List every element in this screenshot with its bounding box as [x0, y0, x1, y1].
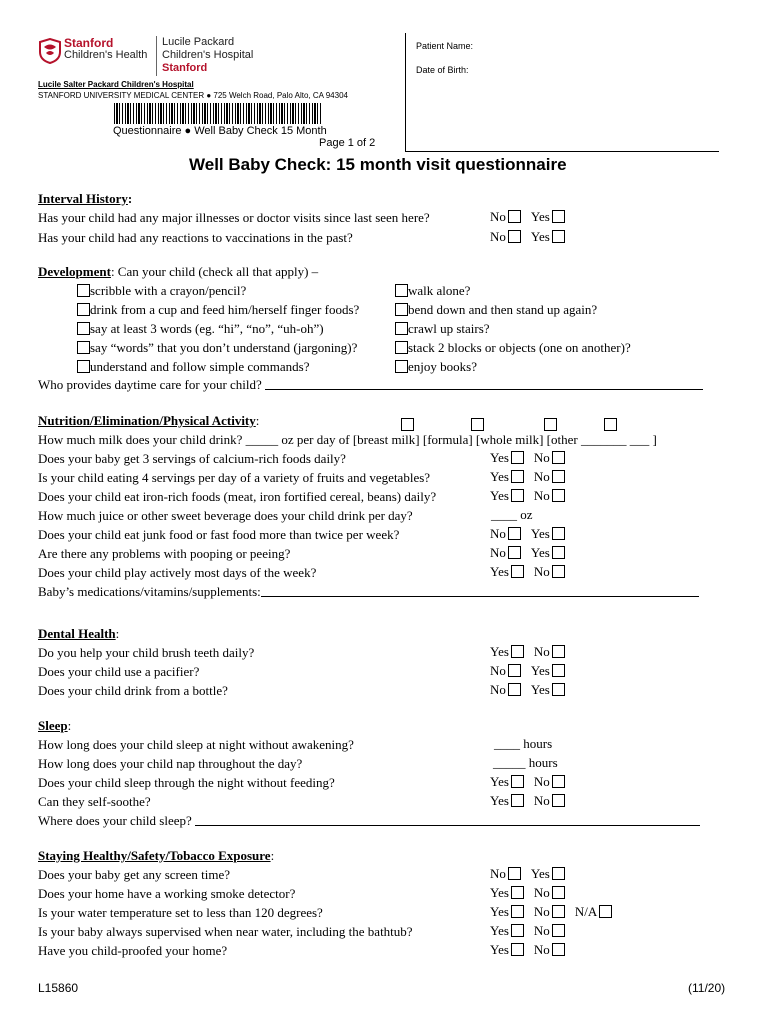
no-checkbox[interactable]: [552, 943, 565, 956]
dev-left-1: [77, 300, 359, 319]
form-code: L15860: [38, 981, 79, 995]
yes-checkbox[interactable]: [552, 867, 565, 880]
no-checkbox[interactable]: [552, 794, 565, 807]
dev-right-1: [395, 300, 597, 319]
dental-heading: Dental Health: [38, 626, 116, 641]
safety-q2: Does your home have a working smoke detector?: [38, 886, 296, 901]
no-label: No: [533, 450, 550, 465]
calcium-answer: [490, 450, 575, 466]
logo-childrens-hospital: Children's Hospital: [162, 49, 254, 61]
dob-label: Date of Birth:: [416, 65, 469, 75]
sleep-q3: Does your child sleep through the night without feeding?: [38, 775, 335, 790]
sleep-q1: How long does your child sleep at night without awakening?: [38, 737, 354, 752]
section-interval-history: Interval History:: [38, 191, 133, 206]
nutrition-iron-q: Does your child eat iron-rich foods (meat, iron fortified cereal, beans) daily?: [38, 489, 437, 504]
nutrition-junk-q: Does your child eat junk food or fast food more than twice per week?: [38, 527, 400, 542]
interval-q1-answer: [490, 209, 575, 225]
dental-q1-answer: [490, 644, 575, 660]
meds-question: Baby’s medications/vitamins/supplements:: [38, 584, 261, 599]
junk-answer: [490, 526, 575, 542]
page-title: Well Baby Check: 15 month visit questionnaire: [189, 155, 567, 174]
safety-q2-answer: [490, 885, 575, 901]
development-intro: : Can your child (check all that apply) –: [110, 264, 319, 279]
dev-item-label: drink from a cup and feed him/herself finger foods?: [90, 302, 360, 317]
yes-label: Yes: [530, 866, 550, 881]
yes-label: Yes: [530, 229, 550, 244]
no-checkbox[interactable]: [508, 230, 521, 243]
no-label: No: [533, 942, 550, 957]
yes-label: Yes: [490, 793, 509, 808]
yes-label: Yes: [490, 564, 509, 579]
dental-q3-answer: [490, 682, 575, 698]
safety-heading-row: Staying Healthy/Safety/Tobacco Exposure:: [38, 848, 275, 863]
no-label: No: [533, 885, 550, 900]
safety-q3-answer: [490, 904, 622, 920]
safety-q1-answer: [490, 866, 575, 882]
logo-lucile-packard: Lucile Packard: [162, 36, 235, 48]
milk-question: How much milk does your child drink? _____ oz per day of [breast milk] [formula] [whole milk] [other _______ ___ ]: [38, 432, 657, 447]
no-label: No: [533, 923, 550, 938]
dev-checkbox[interactable]: [77, 284, 90, 297]
no-checkbox[interactable]: [552, 451, 565, 464]
nutrition-juice-q: How much juice or other sweet beverage does your child drink per day?: [38, 508, 413, 523]
dev-checkbox[interactable]: [395, 341, 408, 354]
yes-checkbox[interactable]: [511, 943, 524, 956]
dev-right-0: [395, 281, 470, 300]
no-checkbox[interactable]: [552, 470, 565, 483]
yes-checkbox[interactable]: [511, 794, 524, 807]
no-label: No: [490, 545, 506, 560]
tree-icon: [38, 38, 62, 64]
dev-item-label: walk alone?: [408, 283, 471, 298]
form-date: (11/20): [688, 981, 726, 995]
yes-label: Yes: [490, 923, 509, 938]
sleep-night-hours[interactable]: ____ hours: [494, 736, 553, 751]
dev-right-3: [395, 338, 631, 357]
no-label: No: [490, 682, 506, 697]
dental-q2: Does your child use a pacifier?: [38, 664, 200, 679]
sleep-q5-row: [38, 811, 700, 830]
nutrition-pooping-q: Are there any problems with pooping or peeing?: [38, 546, 291, 561]
no-label: No: [533, 644, 550, 659]
dev-item-label: enjoy books?: [408, 359, 477, 374]
no-checkbox[interactable]: [508, 664, 521, 677]
yes-checkbox[interactable]: [552, 546, 565, 559]
nutrition-heading: Nutrition/Elimination/Physical Activity: [38, 413, 256, 428]
dev-item-label: bend down and then stand up again?: [408, 302, 598, 317]
yes-checkbox[interactable]: [552, 664, 565, 677]
no-checkbox[interactable]: [508, 683, 521, 696]
yes-checkbox[interactable]: [511, 775, 524, 788]
safety-q5-answer: [490, 942, 575, 958]
no-label: No: [490, 526, 506, 541]
no-checkbox[interactable]: [552, 775, 565, 788]
no-label: No: [533, 488, 550, 503]
dental-q2-answer: [490, 663, 575, 679]
yes-checkbox[interactable]: [511, 645, 524, 658]
dev-checkbox[interactable]: [77, 360, 90, 373]
dev-left-4: [77, 357, 310, 376]
sleep-heading-row: Sleep:: [38, 718, 72, 733]
nutrition-heading-row: Nutrition/Elimination/Physical Activity:: [38, 413, 260, 428]
yes-checkbox[interactable]: [552, 210, 565, 223]
yes-label: Yes: [490, 904, 509, 919]
no-label: No: [533, 793, 550, 808]
yes-checkbox[interactable]: [511, 489, 524, 502]
yes-checkbox[interactable]: [552, 230, 565, 243]
yes-label: Yes: [530, 209, 550, 224]
yes-label: Yes: [490, 469, 509, 484]
yes-label: Yes: [490, 488, 509, 503]
daycare-question: Who provides daytime care for your child?: [38, 377, 262, 392]
no-checkbox[interactable]: [552, 489, 565, 502]
logo-divider: [156, 36, 157, 76]
no-label: No: [490, 229, 506, 244]
dev-checkbox[interactable]: [77, 341, 90, 354]
no-checkbox[interactable]: [552, 905, 565, 918]
no-label: No: [533, 564, 550, 579]
interval-heading: Interval History: [38, 191, 128, 206]
logo: [38, 36, 268, 78]
dev-item-label: understand and follow simple commands?: [90, 359, 310, 374]
dental-q3: Does your child drink from a bottle?: [38, 683, 228, 698]
dev-right-4: [395, 357, 477, 376]
dev-item-label: crawl up stairs?: [408, 321, 490, 336]
dev-item-label: scribble with a crayon/pencil?: [90, 283, 247, 298]
dev-checkbox[interactable]: [395, 303, 408, 316]
dev-checkbox[interactable]: [77, 303, 90, 316]
yes-checkbox[interactable]: [511, 451, 524, 464]
dev-left-2: [77, 319, 324, 338]
no-checkbox[interactable]: [508, 867, 521, 880]
page-number: Page 1 of 2: [319, 137, 376, 149]
no-checkbox[interactable]: [508, 527, 521, 540]
sleep-q2: How long does your child nap throughout the day?: [38, 756, 303, 771]
sleep-nap-hours[interactable]: _____ hours: [493, 755, 558, 770]
logo-stanford-2: Stanford: [162, 62, 208, 74]
dev-checkbox[interactable]: [395, 284, 408, 297]
safety-q3: Is your water temperature set to less than 120 degrees?: [38, 905, 323, 920]
logo-stanford: Stanford: [64, 36, 114, 50]
interval-q1: Has your child had any major illnesses or doctor visits since last seen here?: [38, 210, 430, 225]
development-heading: Development: [38, 264, 111, 279]
interval-q2: Has your child had any reactions to vaccinations in the past?: [38, 230, 353, 245]
patient-box-border: [405, 33, 406, 151]
yes-label: Yes: [490, 450, 509, 465]
safety-q5: Have you child-proofed your home?: [38, 943, 228, 958]
interval-q2-answer: [490, 229, 575, 245]
meds-row: [38, 582, 699, 601]
na-checkbox[interactable]: [599, 905, 612, 918]
safety-q1: Does your baby get any screen time?: [38, 867, 231, 882]
yes-label: Yes: [490, 885, 509, 900]
hospital-name: Lucile Salter Packard Children's Hospital: [38, 80, 194, 89]
no-label: No: [533, 904, 550, 919]
no-checkbox[interactable]: [552, 645, 565, 658]
no-checkbox[interactable]: [508, 210, 521, 223]
yes-checkbox[interactable]: [511, 470, 524, 483]
dental-heading-row: Dental Health:: [38, 626, 120, 641]
dev-left-0: [77, 281, 246, 300]
nutrition-active-q: Does your child play actively most days of the week?: [38, 565, 317, 580]
development-heading-row: [38, 262, 318, 281]
iron-answer: [490, 488, 575, 504]
no-label: No: [490, 209, 506, 224]
no-label: No: [533, 469, 550, 484]
active-answer: [490, 564, 575, 580]
dev-checkbox[interactable]: [395, 322, 408, 335]
meds-field[interactable]: [261, 584, 699, 597]
safety-heading: Staying Healthy/Safety/Tobacco Exposure: [38, 848, 271, 863]
fruits-answer: [490, 469, 575, 485]
yes-label: Yes: [530, 545, 550, 560]
logo-childrens-health: Children's Health: [64, 49, 148, 61]
no-checkbox[interactable]: [552, 565, 565, 578]
nutrition-calcium-q: Does your baby get 3 servings of calcium-rich foods daily?: [38, 451, 346, 466]
no-label: No: [490, 866, 506, 881]
juice-answer[interactable]: ____ oz: [491, 507, 533, 522]
yes-checkbox[interactable]: [511, 565, 524, 578]
hospital-address: STANFORD UNIVERSITY MEDICAL CENTER ● 725 Welch Road, Palo Alto, CA 94304: [38, 91, 348, 100]
header-rule: [405, 151, 719, 152]
safety-q4: Is your baby always supervised when near water, including the bathtub?: [38, 924, 413, 939]
yes-label: Yes: [490, 774, 509, 789]
daycare-row: [38, 375, 703, 394]
yes-label: Yes: [530, 526, 550, 541]
dev-checkbox[interactable]: [395, 360, 408, 373]
yes-checkbox[interactable]: [511, 886, 524, 899]
sleep-q5: Where does your child sleep?: [38, 813, 192, 828]
yes-label: Yes: [530, 682, 550, 697]
yes-checkbox[interactable]: [552, 683, 565, 696]
safety-q4-answer: [490, 923, 575, 939]
daycare-field[interactable]: [265, 377, 703, 390]
no-label: No: [533, 774, 550, 789]
dev-left-3: [77, 338, 357, 357]
na-label: N/A: [574, 904, 598, 919]
yes-label: Yes: [490, 942, 509, 957]
sleep-q4-answer: [490, 793, 575, 809]
yes-checkbox[interactable]: [552, 527, 565, 540]
no-label: No: [490, 663, 506, 678]
dev-item-label: say “words” that you don’t understand (jargoning)?: [90, 340, 358, 355]
nutrition-fruits-q: Is your child eating 4 servings per day of a variety of fruits and vegetables?: [38, 470, 431, 485]
no-checkbox[interactable]: [552, 886, 565, 899]
form-subtitle: Questionnaire ● Well Baby Check 15 Month: [113, 125, 327, 137]
yes-checkbox[interactable]: [511, 924, 524, 937]
yes-label: Yes: [490, 644, 509, 659]
sleep-q4: Can they self-soothe?: [38, 794, 151, 809]
no-checkbox[interactable]: [508, 546, 521, 559]
pooping-answer: [490, 545, 575, 561]
sleep-q3-answer: [490, 774, 575, 790]
no-checkbox[interactable]: [552, 924, 565, 937]
dev-item-label: stack 2 blocks or objects (one on another)?: [408, 340, 631, 355]
dev-checkbox[interactable]: [77, 322, 90, 335]
dental-q1: Do you help your child brush teeth daily?: [38, 645, 255, 660]
dev-right-2: [395, 319, 490, 338]
patient-name-label: Patient Name:: [416, 41, 474, 51]
dev-item-label: say at least 3 words (eg. “hi”, “no”, “uh-oh”): [90, 321, 324, 336]
sleep-heading: Sleep: [38, 718, 68, 733]
yes-label: Yes: [530, 663, 550, 678]
barcode: [114, 103, 322, 124]
yes-checkbox[interactable]: [511, 905, 524, 918]
sleep-location-field[interactable]: [195, 813, 700, 826]
